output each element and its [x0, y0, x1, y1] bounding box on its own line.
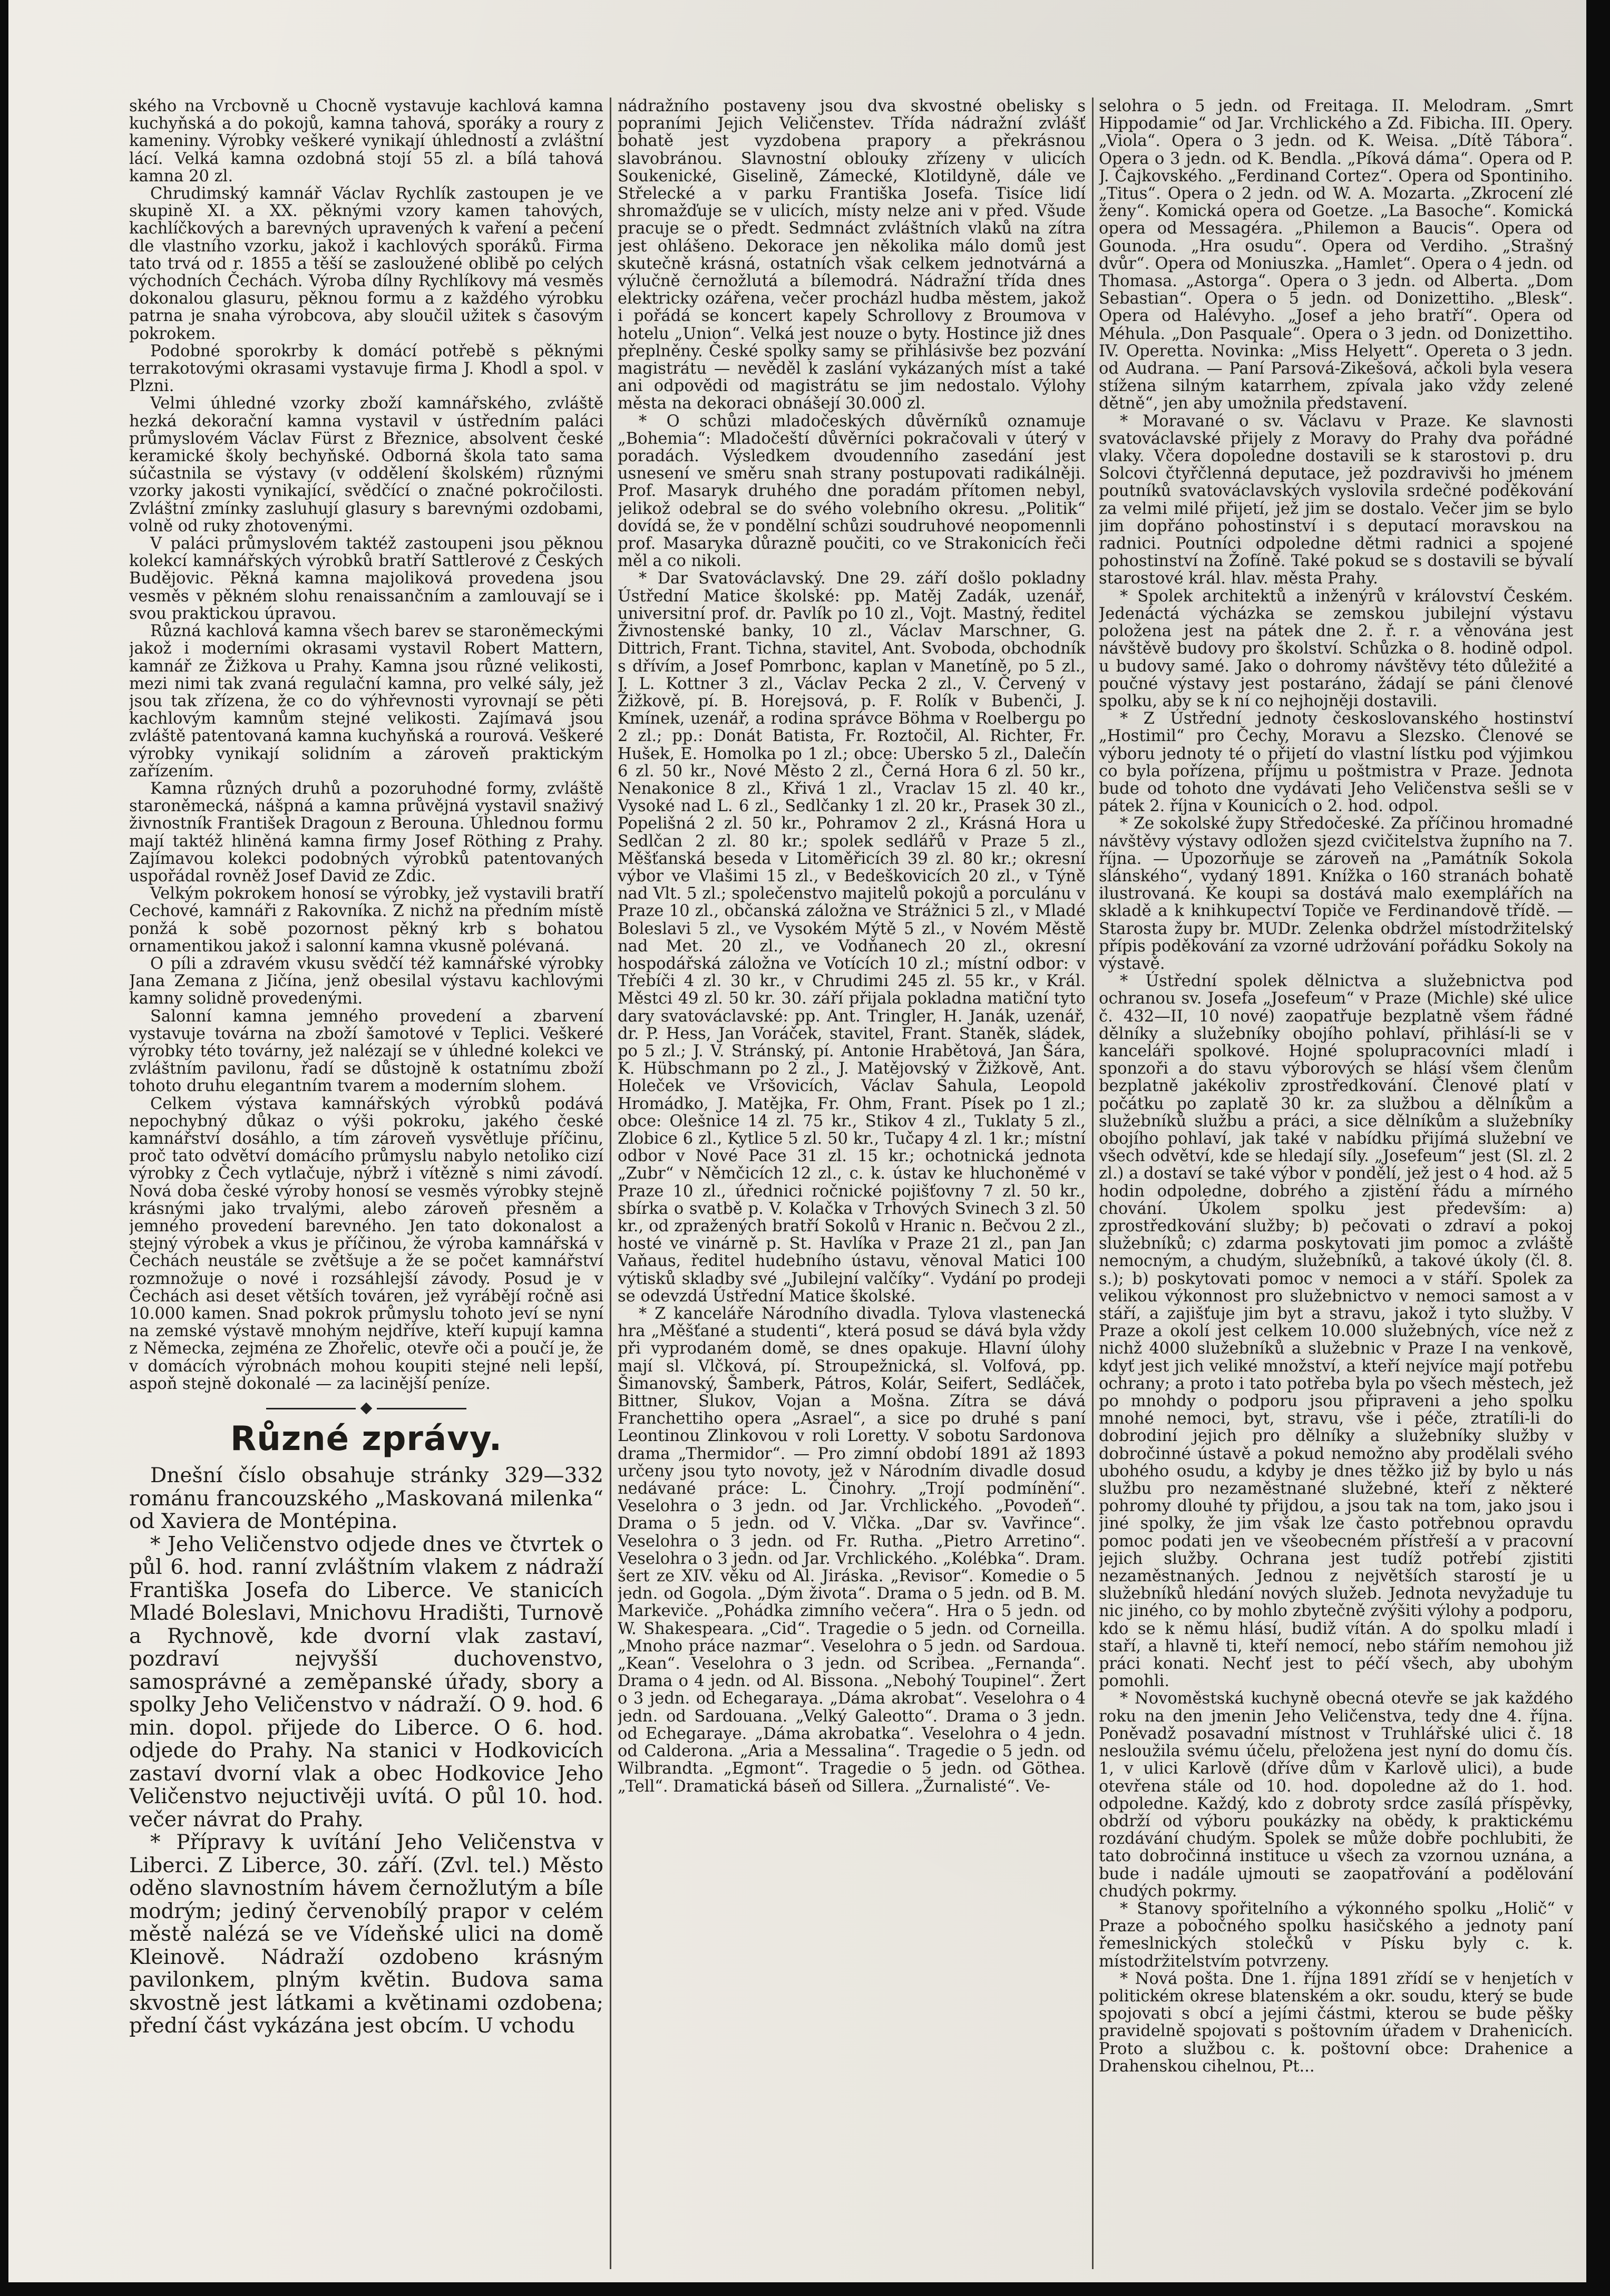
- notice-paragraph: * Přípravy k uvítání Jeho Veličenstva v Liberci. Z Liberce, 30. září. (Zvl. tel.) Město oděno slavnostním hávem černožlutým a bíle modrým; jediný červenobílý prapor v celém městě nalézá se ve Vídeňské ulici na domě Kleinově. Nádraží ozdobeno krásným pavilonkem, plným květin. Budova sama skvostně jest látkami a květinami ozdobena; přední část vykázána jest obcím. U vchodu: [129, 1831, 603, 2038]
- column-2: [618, 98, 1086, 2269]
- col2-paragraph: * O schůzi mladočeských důvěrníků oznamuje „Bohemia“: Mladočeští důvěrníci pokračovali v úterý v poradách. Výsledkem dvoudenního zasedání jest usnesení ve směru snah strany postupovati radikálněji. Prof. Masaryk druhého dne poradám přítomen nebyl, jelikož odebral se do svého volebního okresu. „Politik“ dovídá se, že v pondělní schůzi soudruhové neopomennli prof. Masaryka důrazně poučiti, co ve Strakonicích řeči měl a co nikoli.: [618, 412, 1086, 571]
- column-rule-1: [610, 98, 611, 2269]
- col1-paragraph: Kamna různých druhů a pozoruhodné formy, zvláště staroněmecká, nášpná a kamna průvějná vystavil snaživý živnostník František Dragoun z Berouna. Úhlednou formu mají taktéž hliněná kamna firmy Josef Röthing z Prahy. Zajímavou kolekci podobných výrobků patentovaných uspořádal rovněž Josef David ze Zdic.: [129, 779, 603, 886]
- left-edge-shadow: [0, 0, 8, 2296]
- bottom-edge-shadow: [0, 2282, 1610, 2296]
- column-3: [1099, 98, 1573, 2269]
- column-1: [129, 98, 603, 2269]
- col3-paragraph: * Spolek architektů a inženýrů v království Českém. Jedenáctá výcházka se zemskou jubilejní výstavu položena jest na pátek dne 2. ř. r. a věnována jest návštěvě budovy pro školství. Schůzka o 8. hodině odpol. u budovy samé. Jako o dohromy návštěvy této důležité a poučné výstavy jest postaráno, žádají se páni členové spolku, aby se k ní co nejhojněji dostavili.: [1099, 587, 1573, 711]
- col3-paragraph: * Novoměstská kuchyně obecná otevře se jak každého roku na den jmenin Jeho Veličenstva, tedy dne 4. října. Poněvadž posavadní místnost v Truhlářské ulici č. 18 nesloužila svému účelu, přeložena jest nyní do domu čís. 1, v ulici Karlově (dříve dům v Karlově ulici), a bude otevřena stále od 10. hod. dopoledne až do 1. hod. odpoledne. Každý, kdo z dobroty srdce zasílá příspěvky, obdrží od výboru poukázky na obědy, k praktickému rozdávání chudým. Spolek se může dobře pochlubiti, že tato dobročinná instituce u všech za vzornou uznána, a bude i nadále ujmouti se zaopatřování a podělování chudých pokrmy.: [1099, 1689, 1573, 1901]
- col1-paragraph: Chrudimský kamnář Václav Rychlík zastoupen je ve skupině XI. a XX. pěknými vzory kamen tahových, kachlíčkových a barevných upravených k vaření a pečení dle vlastního vzorku, jakož i kachlových sporáků. Firma tato trvá od r. 1855 a těší se zasloužené oblibě po celých východních Čechách. Výroba dílny Rychlíkovy má vesměs dokonalou glasuru, pěknou formu a z každého výrobku patrna je snaha výrobcova, aby sloučil užitek s časovým pokrokem.: [129, 184, 603, 343]
- col1-paragraph: Velmi úhledné vzorky zboží kamnářského, zvláště hezká dekorační kamna vystavil v ústředním paláci průmyslovém Václav Fürst z Březnice, absolvent české keramické školy bechyňské. Odborná škola tato sama súčastnila se výstavy (v oddělení školském) různými vzorky jakosti vynikající, svědčící o značné pokročilosti. Zvláštní zmínky zasluhují glasury s barevnými ozdobami, volně od ruky zhotovenými.: [129, 394, 603, 536]
- col1-paragraph: ského na Vrcbovně u Chocně vystavuje kachlová kamna kuchyňská a do pokojů, kamna tahová, sporáky a roury z kameniny. Výrobky veškeré vynikají úhledností a zvláštní lácí. Velká kamna ozdobná stojí 55 zl. a bílá tahová kamna 20 zl.: [129, 98, 603, 186]
- col3-paragraph: * Nová pošta. Dne 1. října 1891 zřídí se v henjetích v politickém okrese blatenském a okr. soudu, který se bude spojovati s obcí a jejími částmi, kterou se bude pěšky pravidelně spojovati s poštovním úřadem v Drahenicích. Proto a službou c. k. poštovní obce: Drahenice a Drahenskou cihelnou, Pt...: [1099, 1969, 1573, 2076]
- section-divider-ornament: [266, 1404, 466, 1413]
- col3-paragraph: * Moravané o sv. Václavu v Praze. Ke slavnosti svatováclavské přijely z Moravy do Prahy dva pořádné vlaky. Včera dopoledne dostavili se k starostovi p. dru Solcovi čtyřčlenná deputace, jež pozdravivši ho jménem poutníků svatováclavských vyslovila srdečné poděkování za velmi milé přijetí, jež jim se dostalo. Večer jim se bylo jim dopřáno pohostinství i s deputací moravskou na radnici. Poutníci odpoledne dětmi radnici a spojené pohostinství na Žofíně. Také pokud se s dostavili se bývalí starostové král. hlav. města Prahy.: [1099, 412, 1573, 588]
- col1-paragraph: Salonní kamna jemného provedení a zbarvení vystavuje továrna na zboží šamotové v Teplici. Veškeré výrobky této továrny, jež nalézají se v úhledné kolekci ve zvláštním pavilonu, řadí se důstojně k ostatnímu zboží tohoto druhu elegantním tvarem a moderním slohem.: [129, 1007, 603, 1096]
- notice-paragraph: * Jeho Veličenstvo odjede dnes ve čtvrtek o půl 6. hod. ranní zvláštním vlakem z nádraží Františka Josefa do Liberce. Ve stanicích Mladé Boleslavi, Mnichovu Hradišti, Turnově a Rychnově, kde dvorní vlak zastaví, pozdraví nejvyšší duchovenstvo, samosprávné a zeměpanské úřady, sbory a spolky Jeho Veličenstvo v nádraží. O 9. hod. 6 min. dopol. přijede do Liberce. O 6. hod. odjede do Prahy. Na stanici v Hodkovicích zastaví dvorní vlak a obec Hodkovice Jeho Veličenstvo nejuctivěji uvítá. O půl 10. hod. večer návrat do Prahy.: [129, 1532, 603, 1832]
- col2-paragraph: * Z kanceláře Národního divadla. Tylova vlastenecká hra „Měšťané a studenti“, která posud se dává byla vždy při vyprodaném domě, se dnes opakuje. Hlavní úlohy mají sl. Vlčková, pí. Stroupežnická, sl. Volfová, pp. Šimanovský, Šamberk, Pátros, Kolár, Seifert, Sedláček, Bittner, Slukov, Vojan a Mošna. Zítra se dává Franchettiho opera „Asrael“, a sice po druhé s paní Leontinou Zlinkovou v roli Loretty. V sobotu Sardonova drama „Thermidor“. — Pro zimní období 1891 až 1893 určeny jsou tyto novoty, jež v Národním divadle dosud nedávané práce: L. Činohry. „Trojí podmínění“. Veselohra o 3 jedn. od Jar. Vrchlického. „Povodeň“. Drama o 5 jedn. od V. Vlčka. „Dar sv. Vavřince“. Veselohra o 3 jedn. od Fr. Rutha. „Pietro Arretino“. Veselohra o 3 jedn. od Jar. Vrchlického. „Kolébka“. Dram. šert ze XIV. věku od Al. Jiráska. „Revisor“. Komedie o 5 jedn. od Gogola. „Dým života“. Drama o 5 jedn. od B. M. Markeviče. „Pohádka zimního večera“. Hra o 5 jedn. od W. Shakespeara. „Cid“. Tragedie o 5 jedn. od Corneilla. „Mnoho práce nazmar“. Veselohra o 5 jedn. od Sardoua. „Kean“. Veselohra o 3 jedn. od Scribea. „Fernanda“. Drama o 4 jedn. od Al. Bissona. „Nebohý Toupinel“. Žert o 3 jedn. od Echegaraya. „Dáma akrobat“. Veselohra o 4 jedn. od Sardouana. „Velký Galeotto“. Drama o 3 jedn. od Echegaraye. „Dáma akrobatka“. Veselohra o 4 jedn. od Calderona. „Aria a Messalina“. Tragedie o 5 jedn. od Wilbrandta. „Egmont“. Tragedie o 5 jedn. od Göthea. „Tell“. Dramatická báseň od Sillera. „Žurnalisté“. Ve-: [618, 1305, 1086, 1796]
- col1-paragraph: Různá kachlová kamna všech barev se staroněmeckými jakož i moderními okrasami vystavil Robert Mattern, kamnář ze Žižkova u Prahy. Kamna jsou různé velikosti, mezi nimi tak zvaná regulační kamna, pro velké sály, jež jsou tak zřízena, že co do výhřevnosti vyrovnají se pěti kachlovým kamnům stejné velikosti. Zajímavá jsou zvláště patentovaná kamna kuchyňská a rourová. Veškeré výrobky vynikají solidním a zároveň praktickým zařízením.: [129, 622, 603, 781]
- col1-paragraph: Velkým pokrokem honosí se výrobky, jež vystavili bratří Cechové, kamnáři z Rakovníka. Z nichž na předním místě ponžá k sobě pozornost pěkný krb s bohatou ornamentikou jakož i salonní kamna vkusně polévaná.: [129, 884, 603, 956]
- col1-paragraph: Celkem výstava kamnářských výrobků podává nepochybný důkaz o výši pokroku, jakého české kamnářství dosáhlo, a tím zároveň vysvětluje příčinu, proč tato odvětví domácího průmyslu nabylo netoliko cizí výrobky z Čech vytlačuje, nýbrž i vítězně s nimi závodí. Nová doba české výroby honosí se vesměs výrobky stejně krásnými jako trvalými, alebo zároveň přesněm a jemného provedení barevného. Jen tato dokonalost a stejný výrobek a vkus je příčinou, že výroba kamnářská v Čechách neustále se zvětšuje a že se počet kamnářství rozmnožuje o nové i rozsáhlejší závody. Posud je v Čechách asi deset větších továren, jež vyrábějí ročně asi 10.000 kamen. Snad pokrok průmyslu tohoto jeví se nyní na zemské výstavě mnohým nejdříve, kteří kupují kamna z Německa, zejména ze Zhořelic, otevře oči a poučí je, že v domácích výrobnách mohou koupiti stejné neli lepší, aspoň stejně dokonalé — za lacinější peníze.: [129, 1094, 603, 1393]
- col3-paragraph: * Stanovy spořitelního a výkonného spolku „Holič“ v Praze a pobočného spolku hasičského a jednoty paní řemeslnických stolečků v Písku byly c. k. místodržitelstvím potvrzeny.: [1099, 1899, 1573, 1971]
- col1-paragraph: O píli a zdravém vkusu svědčí též kamnářské výrobky Jana Zemana z Jičína, jenž obesilal výstavu kachlovými kamny solidně provedenými.: [129, 954, 603, 1008]
- section-heading: Různé zprávy.: [230, 1419, 503, 1459]
- col3-paragraph: selohra o 5 jedn. od Freitaga. II. Melodram. „Smrt Hippodamie“ od Jar. Vrchlického a Zd. Fibicha. III. Opery. „Viola“. Opera o 3 jedn. od K. Weisa. „Dítě Tábora“. Opera o 3 jedn. od K. Bendla. „Píková dáma“. Opera od P. J. Čajkovského. „Ferdinand Cortez“. Opera od Spontiniho. „Titus“. Opera o 2 jedn. od W. A. Mozarta. „Zkrocení zlé ženy“. Komická opera od Goetze. „La Basoche“. Komická opera od Messagéra. „Philemon a Baucis“. Opera od Gounoda. „Hra osudu“. Opera od Verdiho. „Strašný dvůr“. Opera od Moniuszka. „Hamlet“. Opera o 4 jedn. od Thomasa. „Astorga“. Opera o 3 jedn. od Alberta. „Dom Sebastian“. Opera o 5 jedn. od Donizettiho. „Blesk“. Opera od Halévyho. „Josef a jeho bratří“. Opera od Méhula. „Don Pasquale“. Opera o 3 jedn. od Donizettiho. IV. Operetta. Novinka: „Miss Helyett“. Opereta o 3 jedn. od Audrana. — Paní Parsová-Zikešová, ačkoli byla vesera stížena silným katarrhem, zpívala jako vždy zelené dětně“, jen aby umožnila představení.: [1099, 98, 1573, 413]
- col2-paragraph: * Dar Svatováclavský. Dne 29. září došlo pokladny Ústřední Matice školské: pp. Matěj Zadák, uzenář, universitní prof. dr. Pavlík po 10 zl., Vojt. Mastný, ředitel Živnostenské banky, 10 zl., Václav Marschner, G. Dittrich, Frant. Tichna, stavitel, Ant. Svoboda, obchodník s dřívím, a Josef Pomrbonc, kaplan v Manetíně, po 5 zl., J. L. Kottner 3 zl., Václav Pecka 2 zl., V. Červený v Žižkově, pí. B. Horejsová, p. F. Rolík v Bubenči, J. Kmínek, uzenář, a rodina správce Böhma v Roelbergu po 2 zl.; pp.: Donát Batista, Fr. Roztočil, Al. Richter, Fr. Hušek, E. Homolka po 1 zl.; obce: Ubersko 5 zl., Dalečín 6 zl. 50 kr., Nové Město 2 zl., Černá Hora 6 zl. 50 kr., Nenakonice 8 zl., Křivá 1 zl., Vraclav 15 zl. 40 kr., Vysoké nad L. 6 zl., Sedlčanky 1 zl. 20 kr., Prasek 30 zl., Popelišná 2 zl. 50 kr., Pohramov 2 zl., Krásná Hora u Sedlčan 2 zl. 80 kr.; spolek sedlářů v Praze 5 zl., Měšťanská beseda v Litoměřicích 39 zl. 80 kr.; okresní výbor ve Vlašimi 15 zl., v Bedeškovicích 20 zl., v Týně nad Vlt. 5 zl.; společenstvo majitelů pokojů a porculánu v Praze 10 zl., občanská záložna ve Strážnici 5 zl., v Mladé Boleslavi 5 zl., ve Vysokém Mýtě 5 zl., v Novém Městě nad Met. 20 zl., ve Vodňanech 20 zl., okresní hospodářská záložna ve Votících 10 zl.; místní odbor: v Třebíči 4 zl. 30 kr., v Chrudimi 245 zl. 55 kr., v Král. Městci 49 zl. 50 kr. 30. září přijala pokladna matiční tyto dary svatováclavské: pp. Ant. Tringler, H. Janák, uzenář, dr. P. Hess, Jan Voráček, stavitel, Frant. Staněk, sládek, po 5 zl.; J. V. Stránský, pí. Antonie Hrabětová, Jan Šára, K. Hübschmann po 2 zl., J. Matějovský v Žižkově, Ant. Holeček ve Vršovicích, Václav Sahula, Leopold Hromádko, J. Matějka, Fr. Ohm, Frant. Písek po 1 zl.; obce: Olešnice 14 zl. 75 kr., Stikov 4 zl., Tuklaty 5 zl., Zlobice 6 zl., Kytlice 5 zl. 50 kr., Tučapy 4 zl. 1 kr.; místní odbor v Nové Pace 31 zl. 15 kr.; ochotnická jednota „Zubr“ v Němčicích 12 zl., c. k. ústav ke hluchoněmé v Praze 10 zl., úřednici ročnické pojišťovny 7 zl. 50 kr., sbírka o svatbě p. V. Kolačka v Trhových Svinech 3 zl. 50 kr., od zpražených bratří Sokolů v Hranic n. Bečvou 2 zl., hosté ve vinárně p. St. Havlíka v Praze 21 zl., pan Jan Vaňaus, ředitel hudebního ústavu, věnoval Matici 100 výtisků skladby své „Jubilejní valčíky“. Vydání po prodeji se odevzdá Ústřední Matice školské.: [618, 569, 1086, 1306]
- col2-paragraph: nádražního postaveny jsou dva skvostné obelisky s popraními Jejich Veličenstev. Třída nádražní zvlášť bohatě jest vyzdobena prapory a překrásnou slavobránou. Slavnostní oblouky zřízeny v ulicích Soukenické, Giselině, Zámecké, Klotildyně, dále ve Střelecké a v parku Františka Josefa. Tisíce lidí shromažďuje se v ulicích, místy nelze ani v před. Všude pracuje se o předt. Sedmnáct zvláštních vlaků na zítra jest ohlášeno. Dekorace jen několika málo domů jest skutečně krásná, ostatních však celkem jednotvárná a výlučně černožlutá a bílemodrá. Nádražní třída dnes elektricky ozářena, večer procházl hudba městem, jakož i pořádá se koncert kapely Schrollovy z Broumova v hotelu „Union“. Velká jest nouze o byty. Hostince již dnes přeplněny. České spolky samy se přihlásivše bez pozvání magistrátu — nevěděl k zaslání vykázaných míst a také ani odpovědi od magistrátu se jim nedostalo. Výlohy města na dekoraci obnášejí 30.000 zl.: [618, 98, 1086, 413]
- col3-paragraph: * Z Ústřední jednoty českoslovanského hostinství „Hostimil“ pro Čechy, Moravu a Slezsko. Členové se výboru jednoty té o přijetí do vlastní lístku pod výjimkou co byla pořízena, příjmu u poštmistra v Praze. Jednota bude od tohoto dne vydávati Jeho Veličenstva sešli se v pátek 2. října v Kounicích o 2. hod. odpol.: [1099, 709, 1573, 816]
- col3-paragraph: * Ze sokolské župy Středočeské. Za příčinou hromadné návštěvy výstavy odložen sjezd cvičitelstva župního na 7. října. — Upozorňuje se zároveň na „Památník Sokola slánského“, vydaný 1891. Knížka o 160 stranách bohatě ilustrovaná. Ke koupi sa dostává malo exemplářích na skladě a k knihkupectví Topiče ve Ferdinandově třídě. — Starosta župy br. MUDr. Zelenka obdržel místodržitelský přípis poděkování za vzorné udržování pořádku Sokoly na výstavě.: [1099, 814, 1573, 973]
- column-rule-2: [1092, 98, 1094, 2269]
- right-edge-shadow: [1586, 0, 1610, 2296]
- col3-paragraph: * Ústřední spolek dělnictva a služebnictva pod ochranou sv. Josefa „Josefeum“ v Praze (Michle) ské ulice č. 432—II, 10 nové) zaopatřuje bezplatně všem řádné dělníky a služebníky obojího pohlaví, přihlásí-li se v kanceláři spolkové. Hojné spolupracovníci mladí i sponzoři a do stavu výborových se hlásí všem členům bezplatně jakékoliv zprostředkování. Členové platí v počátku po zaplatě 30 kr. za službou a dělníkům a služebníků službu a práci, a sice dělníkům a služebníky obojího pohlaví, jak také v nabídku přijímá služební ve všech odvětví, kde se hledají síly. „Josefeum“ jest (Sl. zl. 2 zl.) a dostaví se také výbor v pondělí, jež jest o 4 hod. až 5 hodin odpoledne, dobrého a zjistění řádu a mírného chování. Úkolem spolku jest především: a) zprostředkování služby; b) pečovati o zdraví a pokoj služebníků; c) zdarma poskytovati jim pomoc a zvláště nemocným, a chudým, služebníků, a takové úkoly (čl. 8. s.); b) poskytovati pomoc v nemoci a v stáří. Spolek za velikou výkonnost pro služebnictvo v nemoci samost a v stáří, a zajišťuje jim byt a stravu, jakož i tyto služby. V Praze a okolí jest celkem 10.000 služebných, více než z nichž 4000 služebníků a služebnic v Praze I na venkově, kdyť jest jich veliké množství, a kteří nejvíce mají potřebu ochrany; a proto i tato potřeba byla po všech městech, jež po mnohdy o podporu jsou připraveni a jeho spolku mnohé nemoci, byt, stravu, vše i péče, ztratíli-li do dobrodiní jejich pro dělníky a služebníky služby v dobročinné ústavě a pokud nemožno aby prodělali svého ubohého osudu, a kdyby je dnes těžko již by bylo u nás službu pro nezaměstnané služebné, kteří z některé pohromy dlouhé ty přijdou, a jsou tak na tom, jako jsou i jiné spolky, že jim však lze často potřebnou opravdu pomoc podati jen ve všeobecném přístřeší a v pracovní jejich služby. Ochrana jest tudíž potřebí zjistiti nezaměstnaných. Jednou z největších starostí je u služebníků hledání nových služeb. Jednota nevyžaduje tu nic jiného, co by mohlo zbytečně zvýšiti výlohy a podporu, kdo se k němu hlásí, budiž vítán. A do spolku mladí i staří, a hlavně ti, kteří nemocí, nebo stářím nemohou již práci konati. Nechť jest to péčí všech, aby ubohým pomohli.: [1099, 972, 1573, 1691]
- notice-paragraph: Dnešní číslo obsahuje stránky 329—332 románu francouzského „Maskovaná milenka“ od Xaviera de Montépina.: [129, 1464, 603, 1534]
- col1-paragraph: V paláci průmyslovém taktéž zastoupeni jsou pěknou kolekcí kamnářských výrobků bratří Sattlerové z Českých Budějovic. Pěkná kamna majoliková provedena jsou vesměs v pěkném slohu renaissančním a zamlouvají se i svou praktickou úpravou.: [129, 534, 603, 623]
- col1-paragraph: Podobné sporokrby k domácí potřebě s pěknými terrakotovými okrasami vystavuje firma J. Khodl a spol. v Plzni.: [129, 342, 603, 396]
